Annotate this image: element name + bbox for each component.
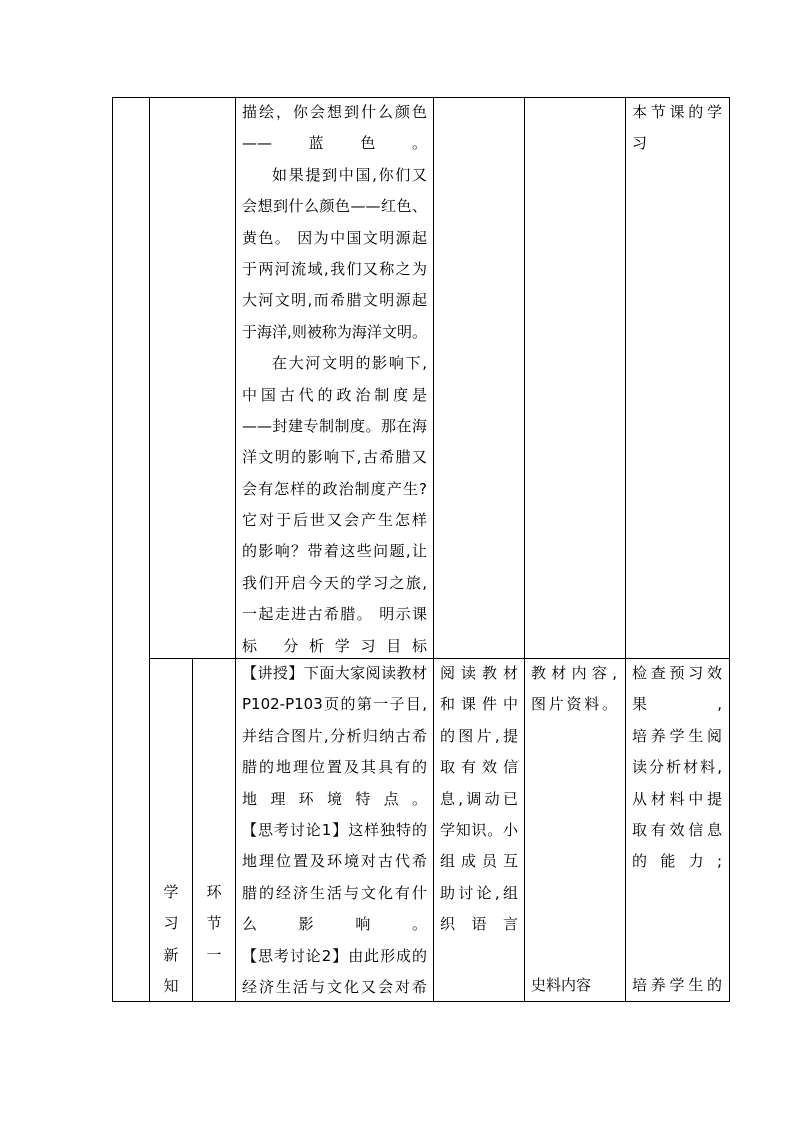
row2-content-line: 并结合图片,分析归纳古希	[242, 726, 427, 745]
row1-content-line: 中国古代的政治制度是	[242, 385, 427, 404]
row2-content-line: 腊的经济生活与文化有什	[242, 883, 427, 902]
table-col-line-6	[625, 97, 626, 1002]
row1-content-line: 一起走进古希腊。 明示课	[242, 605, 427, 624]
row1-content-line: 大河文明,而希腊文明源起	[242, 291, 427, 310]
row1-content-cell	[242, 97, 427, 662]
row2-step-char: 环	[206, 883, 222, 901]
row1-content-line: 如果提到中国,你们又	[272, 165, 427, 184]
row1-content-line: 黄色。 因为中国文明源起	[242, 228, 427, 247]
row2-design-bottom-text: 培养学生的	[632, 976, 722, 994]
row1-content-line: ——蓝色。	[242, 134, 427, 153]
row2-design-line: 果,	[632, 695, 722, 714]
row2-step-char: 节	[206, 914, 222, 933]
row2-resource-line: 教材内容,	[531, 664, 617, 682]
row2-step-cell	[193, 877, 235, 971]
row2-stage-cell	[150, 877, 192, 1003]
row1-design-line: 本节课的学	[632, 103, 722, 121]
row2-design-line: 培养学生阅	[632, 726, 722, 745]
row2-design-cell	[632, 658, 722, 878]
row2-student-line: 息,调动已	[440, 789, 518, 808]
row2-student-line: 阅读教材	[440, 664, 518, 682]
row2-content-line: 【讲授】下面大家阅读教材	[242, 664, 427, 682]
row2-content-cell	[242, 658, 427, 1003]
row1-content-line: ——封建专制制度。那在海	[242, 416, 427, 435]
row2-stage-char: 新	[163, 945, 179, 964]
row1-content-line: 描绘，你会想到什么颜色	[242, 103, 427, 121]
row2-stage-char: 学	[163, 883, 179, 901]
table-col-line-1	[149, 97, 150, 1002]
row1-design-cell	[632, 97, 722, 160]
row2-resource-bottom-text: 史料内容	[531, 976, 592, 994]
table-col-line-4	[433, 97, 434, 1002]
row1-content-line: 于海洋,则被称为海洋文明。	[242, 322, 427, 341]
row2-student-line: 组成员互	[440, 852, 518, 871]
row2-design-line: 的能力;	[632, 852, 722, 871]
row2-design-line: 检查预习效	[632, 664, 722, 682]
row2-content-line: 么影响。	[242, 915, 427, 934]
row2-student-line: 的图片,提	[440, 726, 518, 745]
row1-content-line: 会有怎样的政治制度产生?	[242, 479, 427, 498]
row2-design-line: 从材料中提	[632, 789, 722, 808]
row2-resource-line: 图片资料。	[531, 695, 617, 714]
row2-content-line: 【思考讨论1】这样独特的	[242, 820, 427, 839]
table-border-right	[729, 97, 730, 1002]
row2-stage-char: 习	[163, 914, 179, 933]
row1-content-line: 的影响？带着这些问题,让	[242, 542, 427, 561]
row2-step-char: 一	[206, 945, 222, 964]
row2-stage-char: 知	[163, 977, 179, 996]
row2-content-line: P102-P103页的第一子目,	[242, 695, 427, 714]
row2-student-line: 织语言	[440, 915, 518, 934]
row1-content-line: 洋文明的影响下,古希腊又	[242, 448, 427, 467]
row1-content-line: 标 分析学习目标	[242, 636, 427, 655]
row2-resource-bottom	[531, 970, 617, 1001]
row2-content-line: 地理环境特点。	[242, 789, 427, 808]
row2-design-line: 读分析材料,	[632, 758, 722, 777]
row2-design-bottom	[632, 970, 722, 1001]
row2-design-line: 取有效信息	[632, 820, 722, 839]
row2-content-line: 【思考讨论2】由此形成的	[242, 946, 427, 965]
table-col-line-5	[524, 97, 525, 1002]
row2-content-line: 地理位置及环境对古代希	[242, 852, 427, 871]
row2-content-line: 经济生活与文化又会对希	[242, 977, 427, 996]
row2-resource-cell	[531, 658, 617, 721]
table-border-left	[112, 97, 113, 1002]
row1-content-line: 在大河文明的影响下,	[272, 354, 427, 373]
row2-content-line: 腊的地理位置及其具有的	[242, 758, 427, 777]
row2-student-cell	[440, 658, 518, 941]
row1-content-line: 于两河流域,我们又称之为	[242, 259, 427, 278]
row2-student-line: 取有效信	[440, 758, 518, 777]
row1-content-line: 它对于后世又会产生怎样	[242, 511, 427, 530]
row1-content-line: 会想到什么颜色——红色、	[242, 197, 427, 216]
table-col-line-3	[235, 97, 236, 1002]
row1-content-line: 我们开启今天的学习之旅,	[242, 573, 427, 592]
row1-design-line: 习	[632, 134, 648, 153]
row2-student-line: 学知识。小	[440, 820, 518, 839]
row2-student-line: 和课件中	[440, 695, 518, 714]
row2-student-line: 助讨论,组	[440, 883, 518, 902]
